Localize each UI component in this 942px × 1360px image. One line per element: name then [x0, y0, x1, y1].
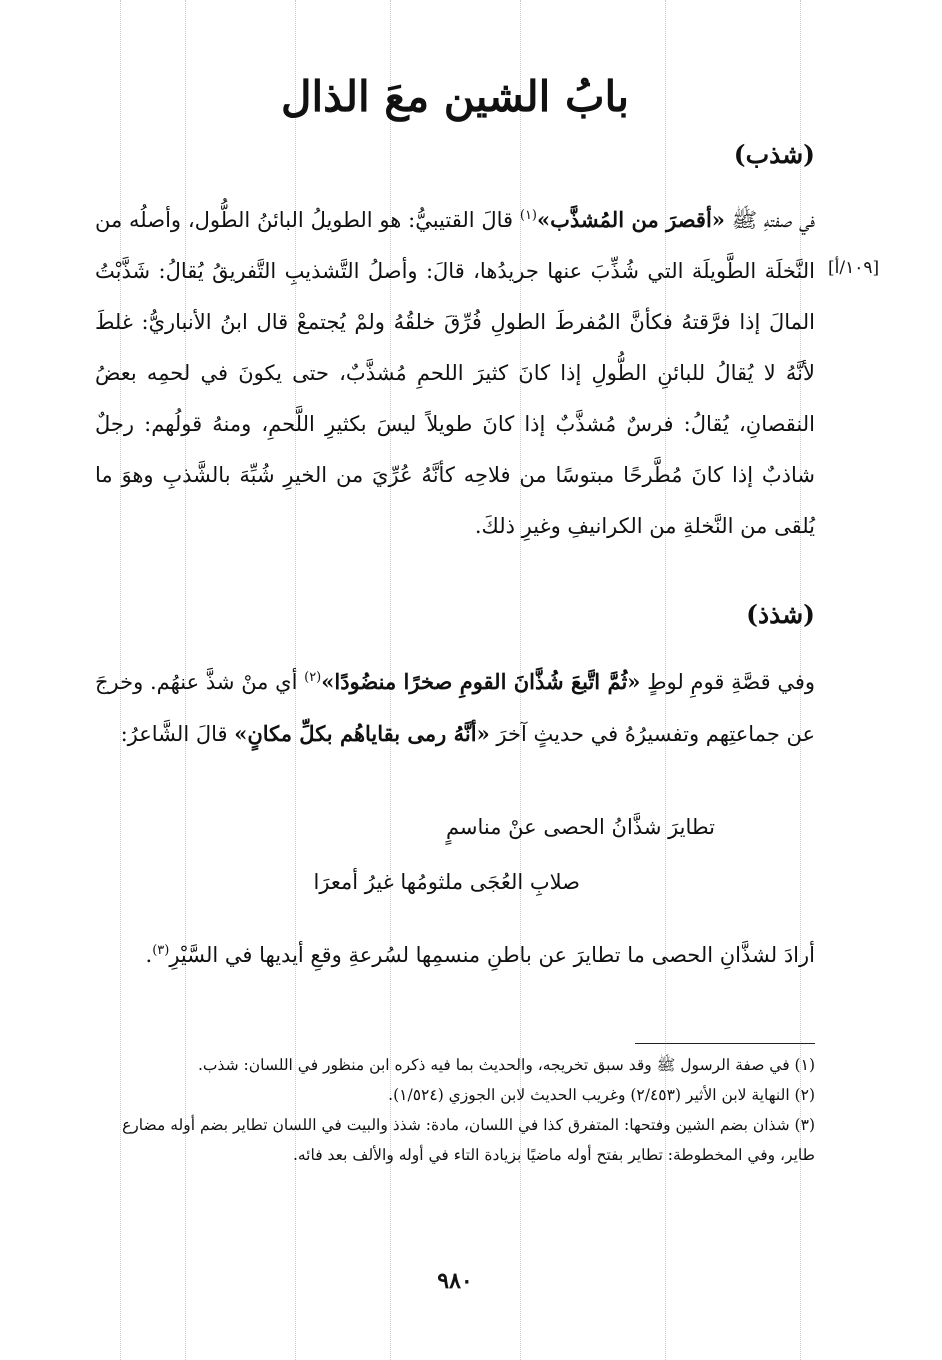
footnotes [95, 1050, 815, 1170]
footnote-ref-1[interactable]: (١) [519, 208, 537, 223]
entry-heading-shadhadh: (شذذ) [746, 600, 815, 629]
entry-text: قالَ القتيبيُّ: هو الطويلُ البائنُ الطُّول، وأصلُه من النَّخلَة الطَّويلَة التي شُذِّبَ عنها جريدُها، قالَ: وأصلُ التَّشذيبِ التَّفريقُ يُقالُ: شَذَّبْتُ المالَ إذا فرَّقتهُ فكأنَّ المُفرطَ الطولِ فُرِّقَ خلقُهُ ولمْ يُجتمعْ قال ابنُ الأنباريُّ: غلطَ لأنَّهُ لا يُقالُ للبائنِ الطُّولِ إذا كانَ كثيرَ اللحمِ مُشذَّبٌ، حتى يكونَ في لحمِه بعضُ النقصانِ، يُقالُ: فرسٌ مُشذَّبٌ إذا كانَ طويلاً ليسَ بكثيرِ اللَّحمِ، ومنهُ قولُهم: رجلٌ شاذبٌ إذا كانَ مُطَّرحًا مبتوسًا من فلاحِه كأنَّهُ عُرِّيَ من الخيرِ شُبِّهَ بالشَّذبِ وهوَ ما يُلقى من النَّخلةِ من الكرانيفِ وغيرِ ذلكَ. [95, 208, 815, 538]
book-page [95, 0, 815, 1360]
entry-text: قالَ الشَّاعرُ: [120, 722, 235, 746]
entry-body-shadhab [95, 190, 815, 552]
entry-text: . [145, 943, 153, 967]
chapter-title: بابُ الشين معَ الذال [280, 72, 630, 121]
page-number: ٩٨٠ [437, 1268, 473, 1294]
entry-text: في صفتهِ ﷺ [724, 208, 816, 232]
footnote-3: (٣) شذان بضم الشين وفتحها: المتفرق كذا في اللسان، مادة: شذذ والبيت في اللسان تطاير بضم أوله مضارع طاير، وفي المخطوطة: تطاير بفتح أوله ماضيًا بزيادة التاء في أوله والألف بعد فائه. [122, 1116, 815, 1164]
entry-body-shadhadh [95, 652, 815, 760]
entry-text: أي منْ شذَّ عنهُم. وخرجَ عن جماعتِهم وتفسيرُهُ في حديثٍ آخرَ [95, 670, 815, 746]
footnote-ref-2[interactable]: (٢) [304, 670, 322, 685]
poem-verse-2: صلابِ العُجَى ملثومُها غيرُ أمعرَا [313, 870, 580, 894]
hadith-quote: «أقصرَ من المُشذَّب» [537, 207, 725, 232]
footnote-1: (١) في صفة الرسول ﷺ وقد سبق تخريجه، والحديث بما فيه ذكره ابن منظور في اللسان: شذب. [197, 1056, 815, 1074]
hadith-quote: «أنَّهُ رمى بقاياهُم بكلِّ مكانٍ» [234, 721, 490, 746]
manuscript-folio-ref: [١٠٩/أ] [828, 258, 880, 278]
hadith-quote: «ثُمَّ اتَّبعَ شُذَّانَ القومِ صخرًا منضُودًا» [321, 669, 641, 694]
poem-verse-1: تطايرَ شذَّانُ الحصى عنْ مناسمٍ [445, 815, 715, 839]
entry-heading-shadhab: (شذب) [733, 140, 815, 169]
footnote-separator [635, 1043, 815, 1044]
footnote-2: (٢) النهاية لابن الأثير (٢/٤٥٣) وغريب الحديث لابن الجوزي (١/٥٢٤). [388, 1086, 815, 1104]
footnote-ref-3[interactable]: (٣) [152, 943, 170, 958]
verse-explanation [95, 925, 815, 981]
entry-text: وفي قصَّةِ قومِ لوطٍ [640, 670, 815, 694]
entry-text: أرادَ لشذَّانِ الحصى ما تطايرَ عن باطنِ منسمِها لسُرعةِ وقعِ أيديها في السَّيْرِ [169, 943, 815, 967]
